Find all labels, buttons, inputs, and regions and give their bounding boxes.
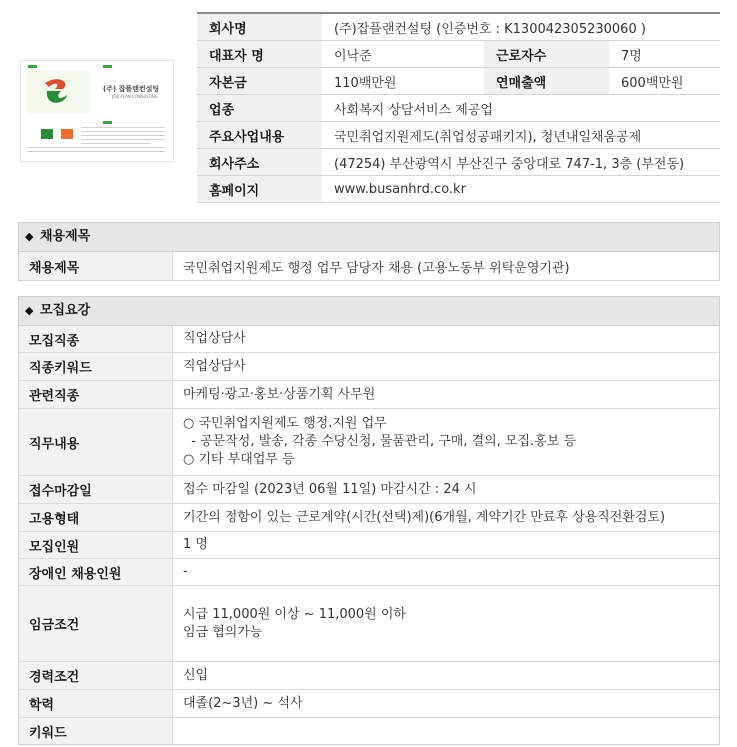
row-label: 학력 [19,690,173,717]
table-row [19,504,719,532]
table-row [19,718,719,744]
table-row [19,532,719,559]
capital-label: 자본금 [197,68,322,95]
logo-swoosh-icon [27,71,91,113]
row-value-line: 신입 [183,667,209,683]
logo-tab-mark [103,121,112,124]
row-value-line: 직업상담사 [183,358,246,374]
row-label: 장애인 채용인원 [19,559,173,585]
company-row [197,68,720,95]
row-label: 관련직종 [19,381,173,408]
logo-text-line [81,143,151,144]
homepage-label: 홈페이지 [197,176,322,203]
job-title-value: 국민취업지원제도 행정 업무 담당자 채용 (고용노동부 위탁운영기관) [183,260,570,276]
homepage-link[interactable]: www.busanhrd.co.kr [322,176,720,203]
employees-label: 근로자수 [484,41,609,68]
row-value-line: 직업상담사 [183,331,246,346]
main-business-label: 주요사업내용 [197,122,322,149]
row-label: 접수마감일 [19,476,173,503]
company-name-label: 회사명 [197,13,322,41]
row-value [173,326,246,352]
annual-sales-label: 연매출액 [484,68,609,95]
company-row [197,95,720,122]
industry-label: 업종 [197,95,322,122]
diamond-icon: ◆ [25,304,34,317]
logo-orange-square [61,129,73,139]
company-logo-image [20,60,174,162]
section-heading [19,223,719,252]
logo-text-line [81,131,165,132]
table-row [19,409,719,476]
row-value-line: - [183,564,188,579]
table-row [19,662,719,690]
logo-company-name: (주) 잡플랜컨설팅 [103,85,160,93]
company-row [197,122,720,149]
table-row [19,381,719,409]
row-label: 직종키워드 [19,353,173,380]
table-row [19,353,719,381]
row-value-line: ○ 국민취업지원제도 행정.지원 업무 [183,416,387,431]
diamond-icon: ◆ [25,230,34,243]
row-value [173,381,375,408]
table-row [19,252,719,280]
recruitment-table [19,326,719,744]
row-label: 모집인원 [19,532,173,558]
ceo-label: 대표자 명 [197,41,322,68]
table-row [19,690,719,718]
employees-value: 7명 [609,41,720,68]
section-heading-text: 모집요강 [40,303,91,318]
row-value-line: - 공문작성, 발송, 각종 수당신청, 물품관리, 구매, 결의, 모집.홍보 등 [183,434,577,449]
row-value [173,586,406,661]
row-label: 고용형태 [19,504,173,531]
address-label: 회사주소 [197,149,322,176]
table-row [19,326,719,353]
job-title-section [18,222,720,281]
company-row [197,149,720,176]
logo-brand-box [27,71,91,113]
row-value-line: 접수 마감일 (2023년 06월 11일) 마감시간 : 24 시 [183,481,477,497]
row-value-line: 시급 11,000원 이상 ~ 11,000원 이하 [183,606,406,622]
row-value-line: 1 명 [183,537,208,552]
capital-value: 110백만원 [322,68,484,95]
logo-text-line [81,139,165,140]
row-value-line: 마케팅·광고·홍보·상품기획 사무원 [183,386,376,402]
logo-tab-mark [103,65,112,68]
row-value [173,409,576,475]
row-value-line: 기간의 정함이 있는 근로계약(시간(선택)제)(6개월, 계약기간 만료후 상용직전환검토) [183,509,666,525]
row-label: 키워드 [19,718,173,744]
logo-company-subtitle: JOB PLAN CONSULTING [112,94,158,99]
section-heading-text: 채용제목 [40,229,91,244]
logo-text-line [81,127,165,128]
row-value-line: 임금 협의가능 [183,624,263,640]
logo-tab-mark [28,65,37,68]
section-heading [19,297,719,326]
company-row [197,13,720,41]
row-value [173,559,188,585]
table-row [19,586,719,662]
logo-green-square [41,129,53,139]
logo-text-line [27,151,165,152]
row-label: 채용제목 [19,252,173,280]
table-row [19,559,719,586]
row-value [173,532,208,558]
company-info [0,0,737,205]
company-name-value: (주)잡플랜컨설팅 (인증번호 : K130042305230060 ) [322,13,720,41]
row-label: 임금조건 [19,586,173,661]
table-row [19,476,719,504]
row-value [173,662,208,689]
row-value [173,476,477,503]
annual-sales-value: 600백만원 [609,68,720,95]
industry-value: 사회복지 상담서비스 제공업 [322,95,720,122]
company-row [197,41,720,68]
row-value-line: 대졸(2~3년) ~ 석사 [183,695,303,711]
row-value [173,690,303,717]
recruitment-section [18,296,720,745]
row-label: 직무내용 [19,409,173,475]
row-value-line: ○ 기타 부대업무 등 [183,452,295,467]
address-value: (47254) 부산광역시 부산진구 중앙대로 747-1, 3층 (부전동) [322,149,720,176]
row-value [173,718,183,744]
row-label: 모집직종 [19,326,173,352]
row-value [173,504,665,531]
company-info-table [197,12,720,203]
logo-text-line [81,135,165,136]
row-label: 경력조건 [19,662,173,689]
main-business-value: 국민취업지원제도(취업성공패키지), 청년내일채움공제 [322,122,720,149]
ceo-value: 이낙준 [322,41,484,68]
logo-text-line [27,147,165,148]
company-row [197,176,720,203]
row-value [173,353,246,380]
